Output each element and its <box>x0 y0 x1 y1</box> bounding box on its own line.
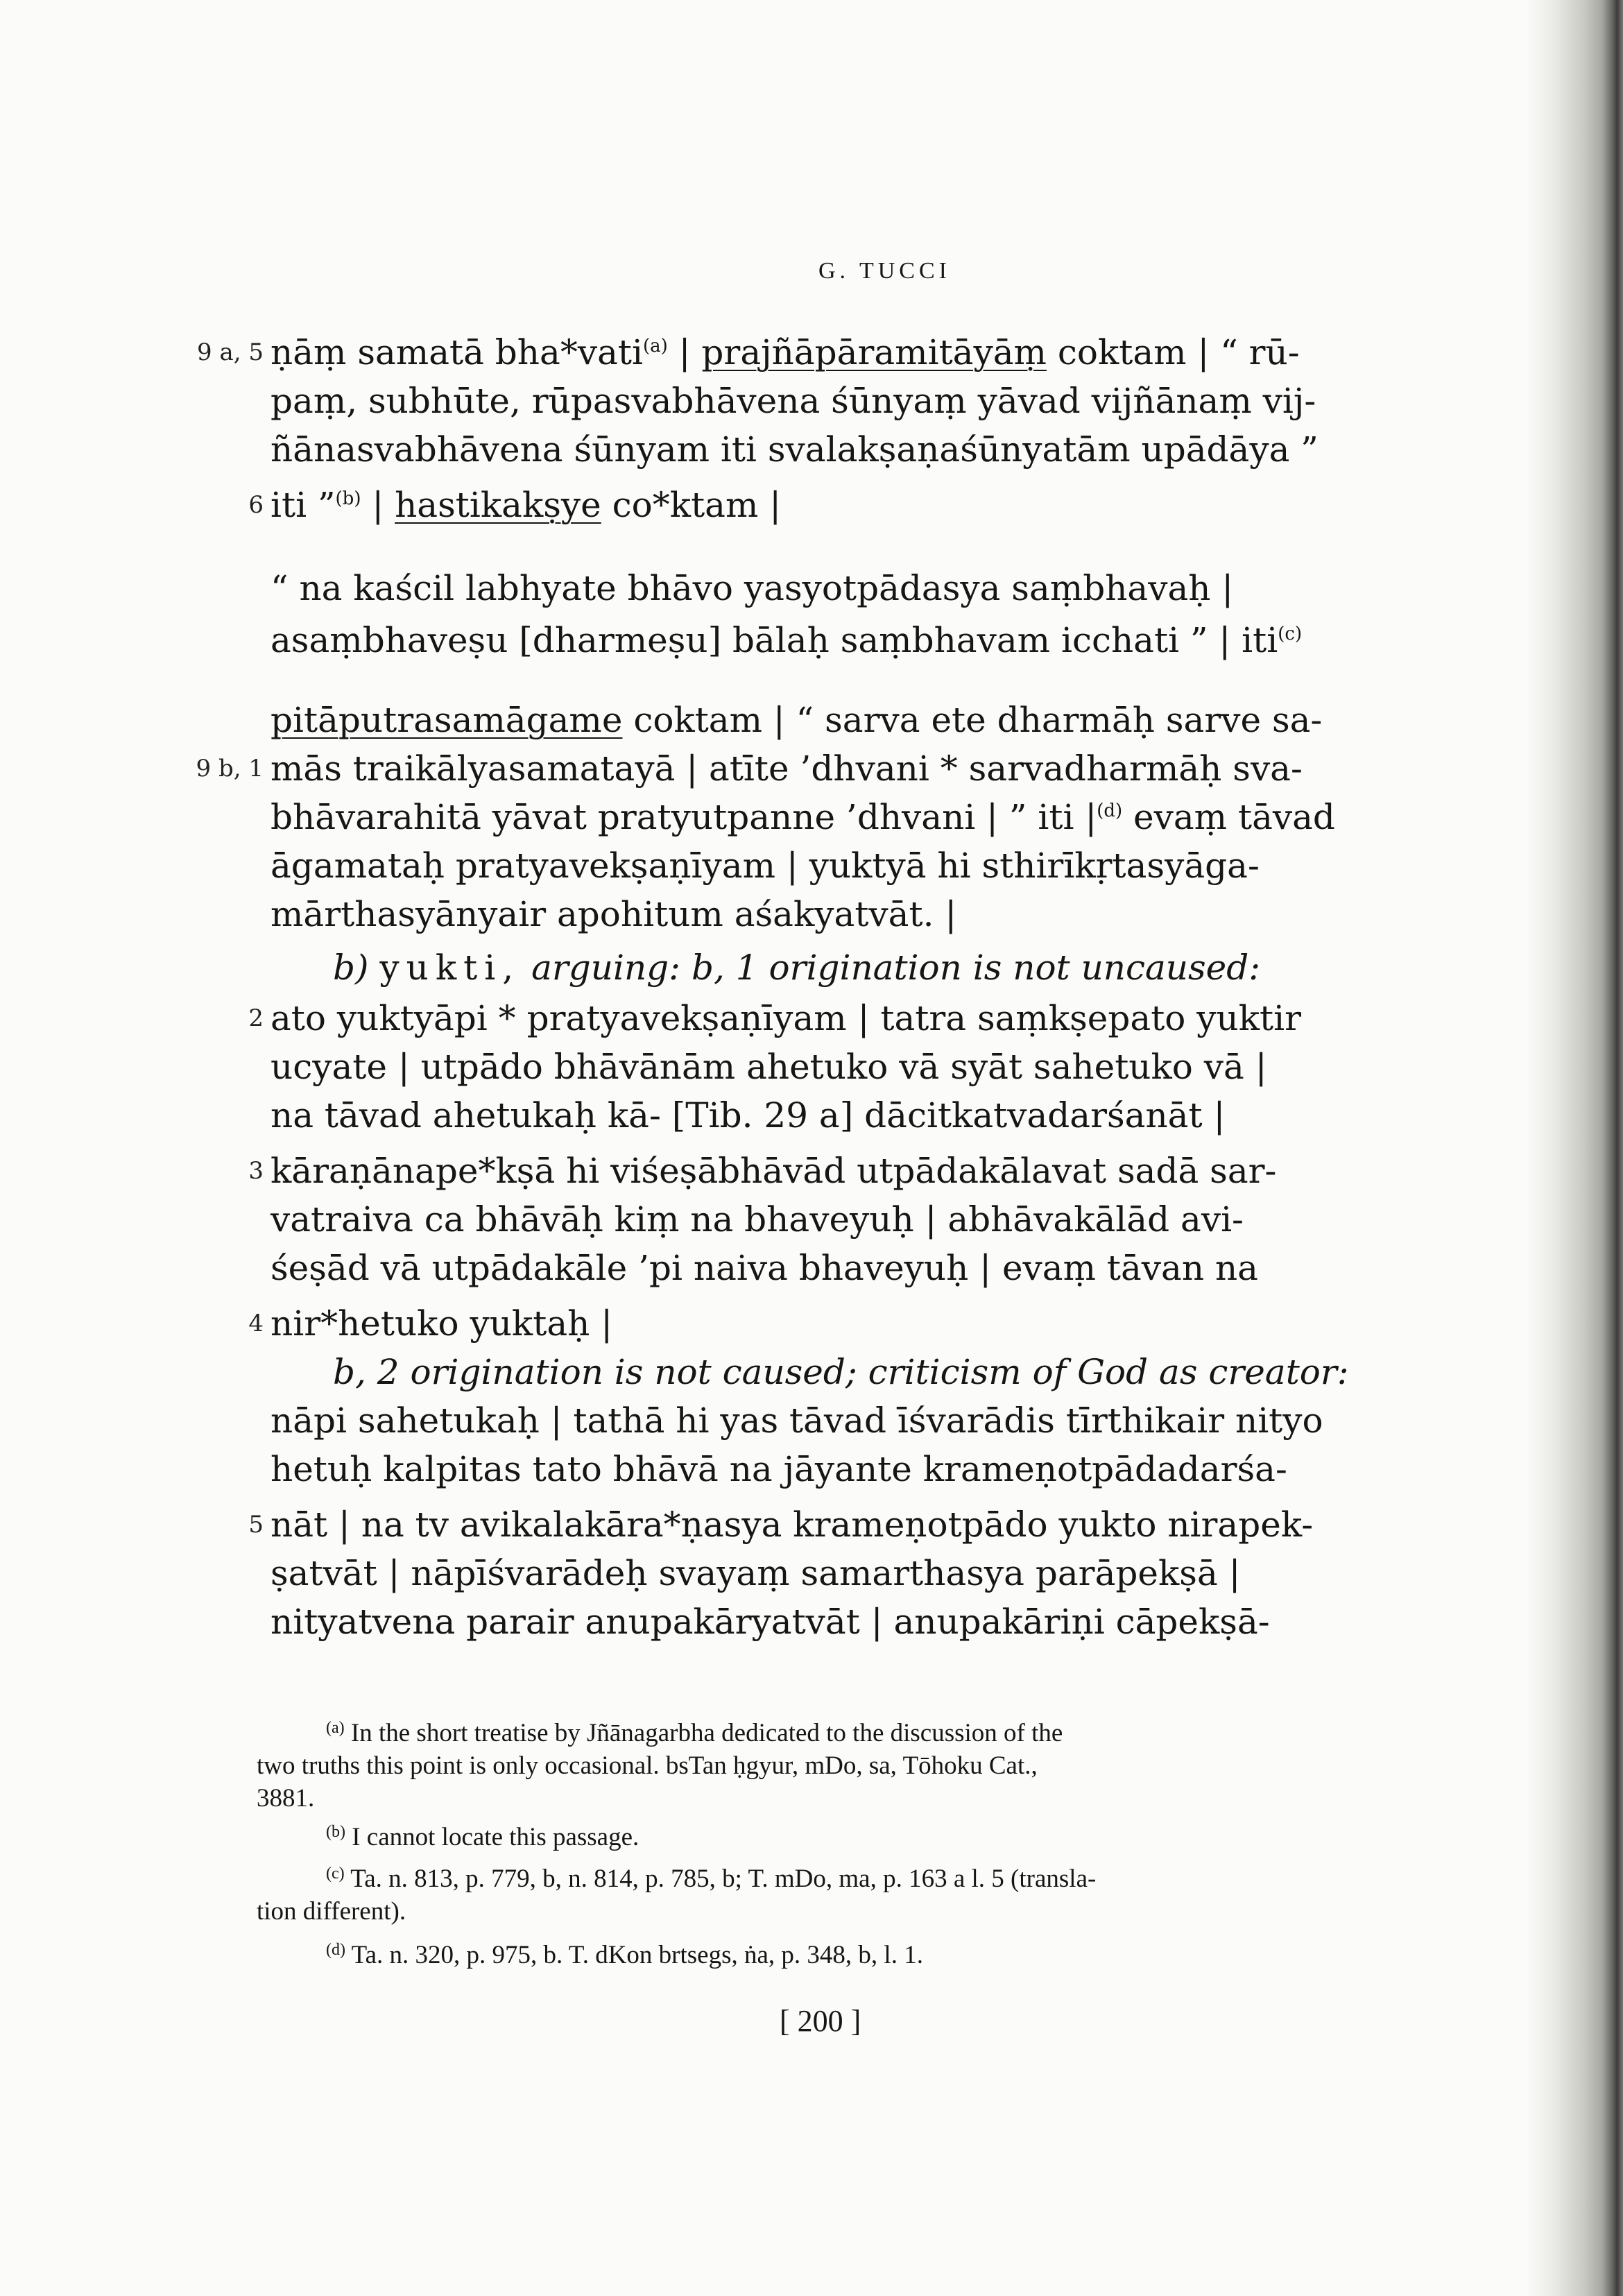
margin-reference: 6 <box>248 491 264 519</box>
text-line: nāpi sahetukaḥ | tathā hi yas tāvad īśvarādis tīrthikair nityo <box>270 1400 1323 1441</box>
section-heading: b, 2 origination is not caused; criticism of God as creator: <box>333 1352 1349 1392</box>
footnote-b: $^{(b)}$ I cannot locate this passage. <box>326 1823 639 1851</box>
margin-reference: 3 <box>248 1157 264 1185</box>
text-line: ñānasvabhāvena śūnyam iti svalakṣaṇaśūnyatām upādāya ” <box>270 429 1319 470</box>
text-line: ucyate | utpādo bhāvānām ahetuko vā syāt sahetuko vā | <box>270 1047 1267 1087</box>
page-number: [ 200 ] <box>780 2004 861 2038</box>
text-line: 4 nir*hetuko yuktaḥ | <box>270 1299 1450 1348</box>
footnote-c: $^{(c)}$ Ta. n. 813, p. 779, b, n. 814, p. 785, b; T. mDo, ma, p. 163 a l. 5 (transla- tion different). <box>257 1865 1097 1926</box>
verse-line: “ na kaścil labhyate bhāvo yasyotpādasya saṃbhavaḥ | <box>270 568 1234 608</box>
text-line: 5 nāt | na tv avikalakāra*ṇasya krameṇotpādo yukto nirapek- <box>270 1500 1450 1549</box>
text-line: 3 kāraṇānape*kṣā hi viśeṣābhāvād utpādakālavat sadā sar- <box>270 1147 1450 1195</box>
verse-line: asaṃbhaveṣu [dharmeṣu] bālaḥ saṃbhavam icchati ” | iti$^{(c)}$ <box>270 620 1303 660</box>
text-line: pitāputrasamāgame coktam | “ sarva ete dharmāḥ sarve sa- <box>270 700 1323 740</box>
text-line: 2 ato yuktyāpi * pratyavekṣaṇīyam | tatra saṃkṣepato yuktir <box>270 994 1450 1043</box>
footnote-a: $^{(a)}$ In the short treatise by Jñānagarbha dedicated to the discussion of the two truths this point is only occasional. bsTan ḥgyur, mDo, sa, Tōhoku Cat., 3881. <box>257 1719 1063 1813</box>
footnote-ref: (b) <box>335 488 361 509</box>
section-heading: b) yukti, arguing: b, 1 origination is not uncaused: <box>333 948 1261 988</box>
text-line: nityatvena parair anupakāryatvāt | anupakāriṇi cāpekṣā- <box>270 1602 1270 1642</box>
footnote-ref: (c) <box>1278 624 1303 644</box>
margin-reference: 9 b, 1 <box>196 755 264 782</box>
text-line: śeṣād vā utpādakāle ’pi naiva bhaveyuḥ | evaṃ tāvan na <box>270 1248 1258 1288</box>
text-line: 9 a, 5 ṇāṃ samatā bha*vati$^{(a)}$ | prajñāpāramitāyāṃ coktam | “ rū- <box>270 328 1450 377</box>
text-line: 6 iti ”$^{(b)}$ | hastikakṣye co*ktam | <box>270 481 1450 529</box>
cited-source: pitāputrasamāgame <box>270 700 623 740</box>
text-line: vatraiva ca bhāvāḥ kiṃ na bhaveyuḥ | abhāvakālād avi- <box>270 1199 1244 1240</box>
text-line: na tāvad ahetukaḥ kā- [Tib. 29 a] dācitkatvadarśanāt | <box>270 1095 1226 1136</box>
text-line: ṣatvāt | nāpīśvarādeḥ svayaṃ samarthasya parāpekṣā | <box>270 1553 1241 1593</box>
margin-reference: 9 a, 5 <box>197 339 264 366</box>
cited-source: prajñāpāramitāyāṃ <box>701 332 1047 372</box>
margin-reference: 4 <box>248 1310 264 1337</box>
margin-reference: 5 <box>248 1511 264 1539</box>
text-line: mārthasyānyair apohitum aśakyatvāt. | <box>270 894 957 934</box>
text-line: paṃ, subhūte, rūpasvabhāvena śūnyaṃ yāvad vijñānaṃ vij- <box>270 381 1316 421</box>
footnote-ref: (a) <box>642 336 668 357</box>
footnote-ref: (d) <box>1097 800 1123 821</box>
text-line: 9 b, 1 mās traikālyasamatayā | atīte ’dhvani * sarvadharmāḥ sva- <box>270 744 1450 793</box>
cited-source: hastikakṣye <box>395 485 601 525</box>
text-line: bhāvarahitā yāvat pratyutpanne ’dhvani | ” iti $|^{(d)}$ evaṃ tāvad <box>270 797 1335 837</box>
running-header: G. TUCCI <box>818 258 951 284</box>
margin-reference: 2 <box>248 1004 264 1032</box>
footnote-d: $^{(d)}$ Ta. n. 320, p. 975, b. T. dKon brtsegs, ṅa, p. 348, b, l. 1. <box>326 1941 923 1969</box>
text-line: āgamataḥ pratyavekṣaṇīyam | yuktyā hi sthirīkṛtasyāga- <box>270 846 1260 886</box>
text-line: hetuḥ kalpitas tato bhāvā na jāyante krameṇotpādadarśa- <box>270 1449 1287 1489</box>
book-binding-shadow <box>1526 0 1623 2296</box>
